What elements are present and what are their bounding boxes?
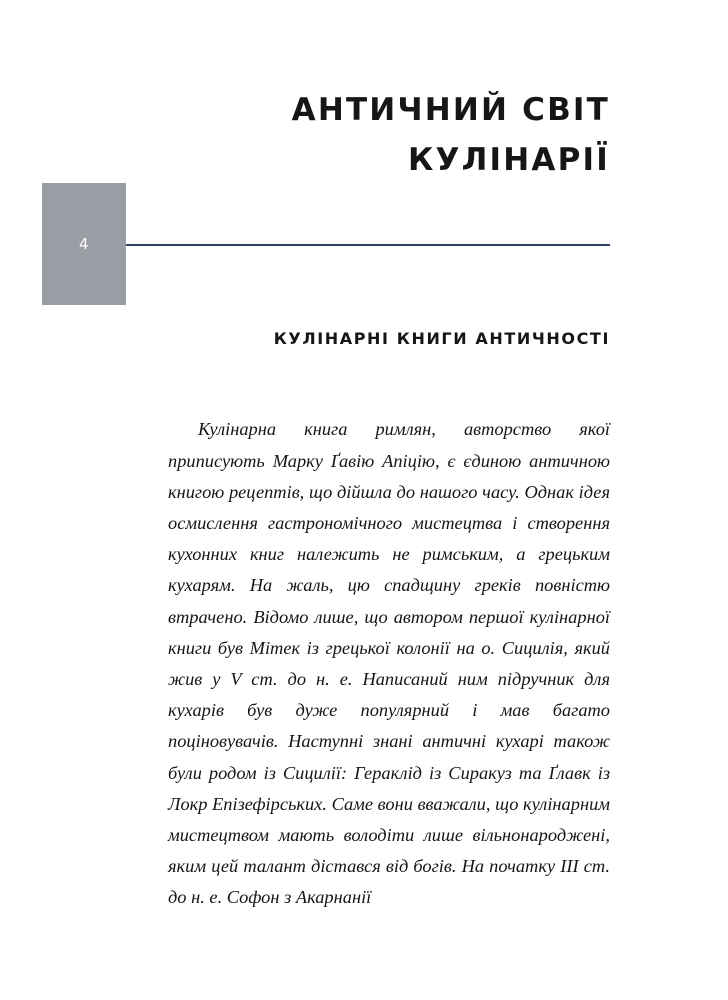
chapter-title-line-2: КУЛІНАРІЇ <box>407 141 610 178</box>
body-paragraph: Кулінарна книга римлян, авторство якої приписують Марку Ґавію Апіцію, є єдиною античною книгою рецептів, що дійшла до нашого часу. Однак ідея осмислення гастрономічного мистецтва і створення кухонних книг належить не римським, а грецьким кухарям. На жаль, цю спадщину греків повністю втрачено. Відомо лише, що автором першої кулінарної книги був Мітек із грецької колонії на о. Сицилія, який жив у V ст. до н. е. Написаний ним підручник для кухарів був дуже популярний і мав багато поціновувачів. Наступні знані античні кухарі також були родом із Сицилії: Гераклід із Сиракуз та Ґлавк із Локр Епізефірських. Саме вони вважали, що кулінарним мистецтвом мають володіти лише вільнонароджені, яким цей талант дістався від богів. На початку III ст. до н. е. Софон з Акарнанії <box>168 419 610 908</box>
chapter-title-line-1: АНТИЧНИЙ СВІТ <box>291 91 610 128</box>
section-title: КУЛІНАРНІ КНИГИ АНТИЧНОСТІ <box>273 329 610 349</box>
header-rule <box>126 244 610 246</box>
page-number: 4 <box>78 235 90 253</box>
chapter-title <box>0 85 610 185</box>
